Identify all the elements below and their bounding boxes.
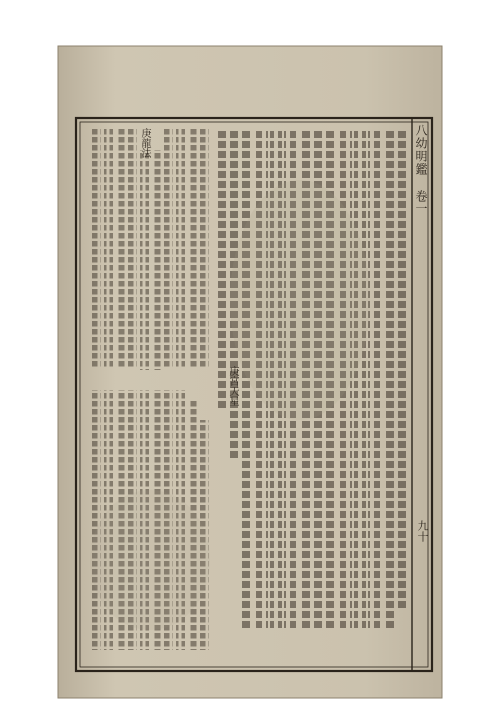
page-number: 九十 [416, 520, 429, 542]
volume-mark: 卷一 [414, 190, 428, 214]
header-title: 八幼明鑑 [414, 124, 428, 176]
section-heading: 庚宮天星 [227, 366, 238, 406]
section-heading: 庚龍法 [139, 128, 150, 158]
